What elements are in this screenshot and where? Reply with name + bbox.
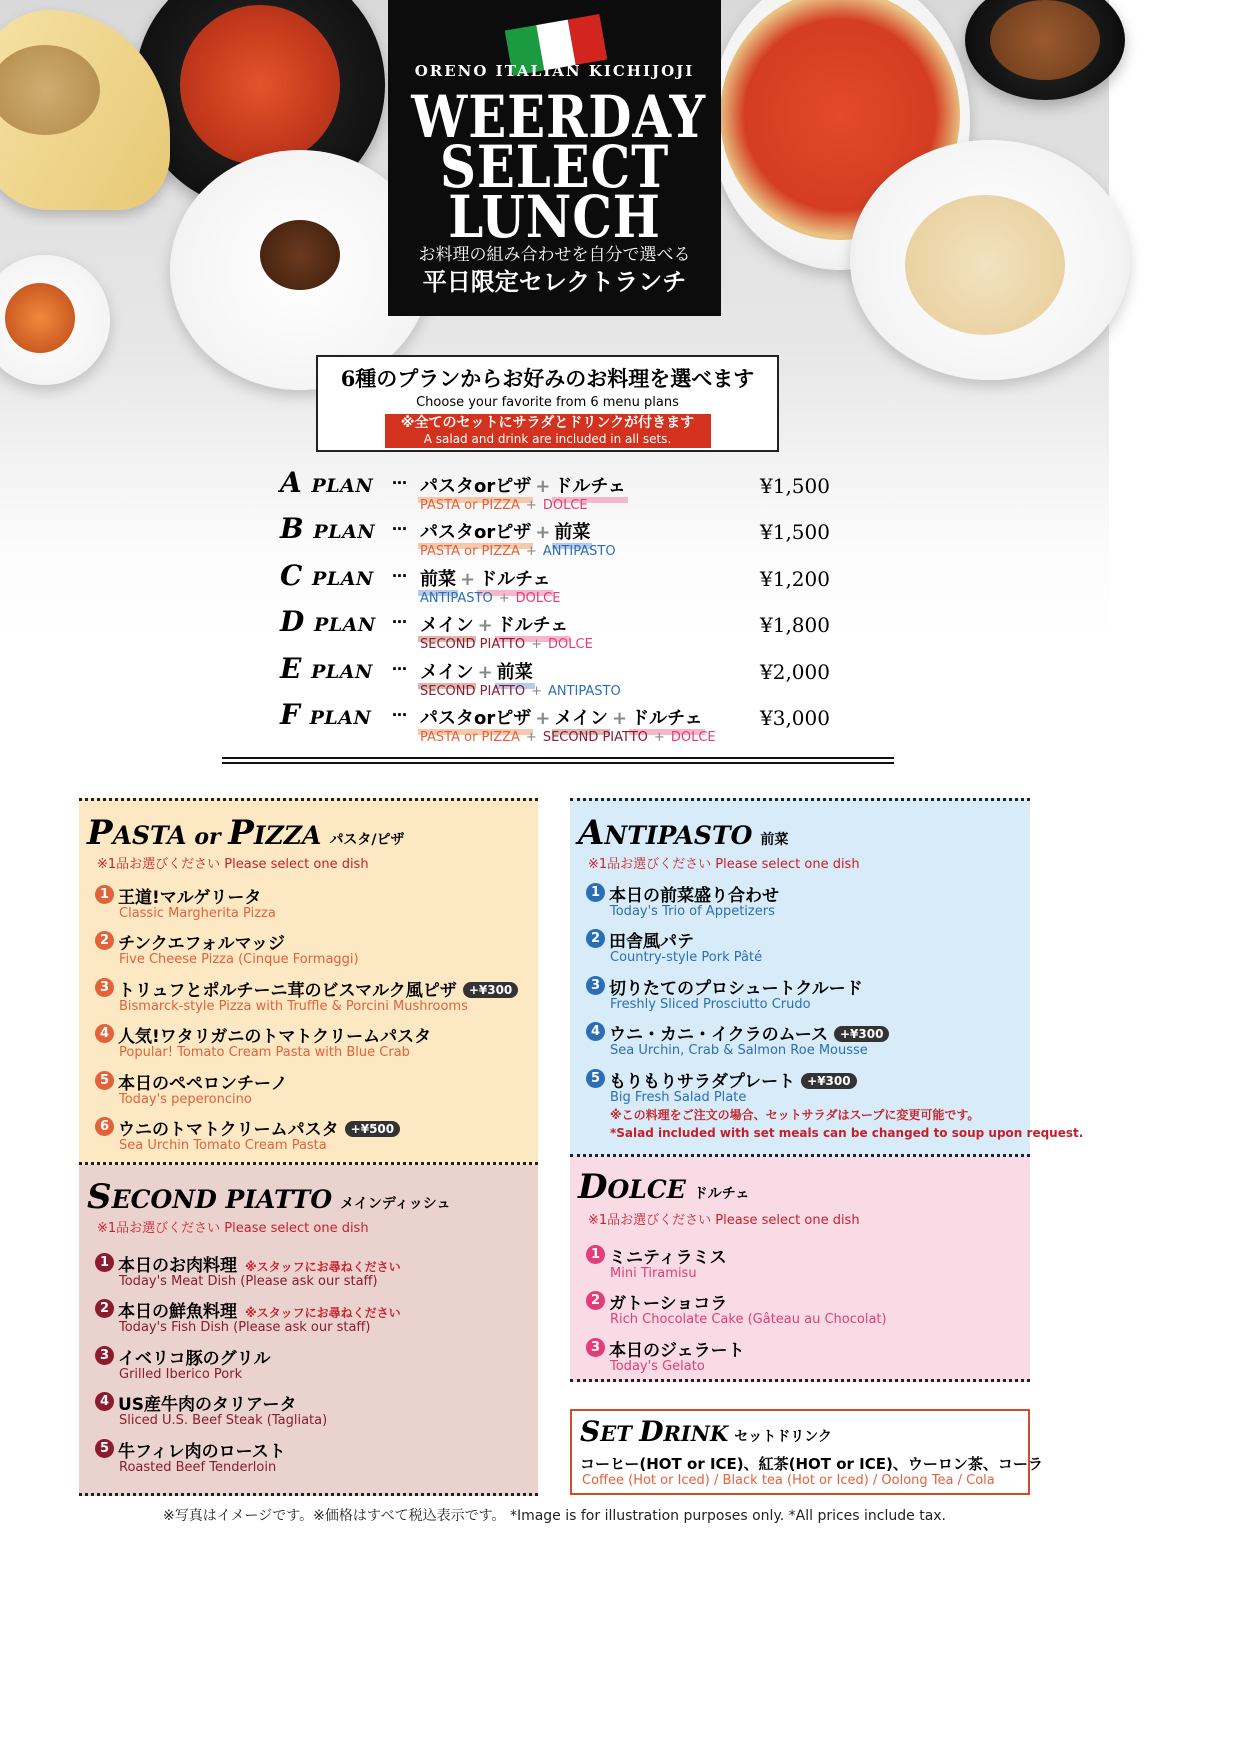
plan-courses-en [420, 730, 716, 745]
title-line-1: WEERDAY [411, 83, 706, 151]
item-name-en: Five Cheese Pizza (Cinque Formaggi) [119, 952, 359, 968]
item-name-jp [609, 974, 863, 999]
item-name-jp-text: ウニ・カニ・イクラのムース [609, 1025, 828, 1046]
item-number-badge: 1 [95, 885, 114, 904]
item-name-en: Mini Tiramisu [610, 1266, 697, 1281]
plan-label [280, 605, 376, 642]
course-en: DOLCE [548, 637, 593, 653]
section-title: DOLCE ドルチェ [578, 1167, 750, 1207]
plan-letter: C [280, 558, 303, 592]
plus-sign: + [531, 683, 542, 699]
plan-courses-en [420, 684, 621, 699]
plan-courses-jp [418, 658, 535, 684]
plan-row [280, 512, 840, 558]
plus-sign: + [535, 707, 551, 729]
item-name-en: Sea Urchin Tomato Cream Pasta [119, 1137, 327, 1153]
plan-word: PLAN [312, 567, 374, 590]
plus-sign: + [525, 544, 537, 560]
plus-sign: + [535, 522, 551, 544]
section-note: ※1品お選びください Please select one dish [588, 1213, 860, 1228]
plan-courses-en [420, 591, 560, 606]
item-name-jp-text: 牛フィレ肉のロースト [118, 1441, 286, 1462]
course-jp: パスタorピザ [418, 522, 533, 549]
plan-letter: B [280, 512, 304, 546]
subtitle-jp: お料理の組み合わせを自分で選べる [418, 245, 691, 265]
plan-dots: … [392, 516, 407, 535]
course-en: ANTIPASTO [548, 683, 621, 699]
ask-staff-note: ※スタッフにお尋ねください [245, 1306, 401, 1321]
item-name-jp-text: チンクエフォルマッジ [118, 934, 285, 955]
item-name-en: Country-style Pork Pâté [610, 950, 763, 966]
footer-note: ※写真はイメージです。※価格はすべて税込表示です。 *Image is for illustration purposes only. *All prices include tax. [162, 1508, 947, 1524]
item-name-jp [118, 1251, 401, 1276]
plan-price: ¥3,000 [760, 705, 830, 730]
item-name-en: Sliced U.S. Beef Steak (Tagliata) [119, 1413, 328, 1429]
bolognese-plate-photo [965, 0, 1125, 100]
course-en: PASTA or PIZZA [420, 729, 520, 745]
subtitle-jp-2: 平日限定セレクトランチ [422, 267, 687, 296]
plus-sign: + [477, 661, 493, 683]
item-name-jp [609, 1067, 857, 1092]
plus-sign: + [535, 476, 551, 497]
item-name-jp-text: US産牛肉のタリアータ [118, 1395, 297, 1416]
substitution-note-jp: ※この料理をご注文の場合、セットサラダはスープに変更可能です。 [610, 1108, 980, 1122]
set-drink-title: SET DRINK セットドリンク [580, 1415, 832, 1448]
plan-letter: D [280, 605, 305, 639]
item-name-jp-text: 本日のジェラート [609, 1340, 745, 1361]
item-name-jp-text: 人気!ワタリガニのトマトクリームパスタ [118, 1027, 432, 1048]
course-en: PASTA or PIZZA [420, 544, 520, 560]
item-name-jp [118, 1022, 431, 1047]
item-name-jp [118, 1115, 400, 1140]
title-line-2: SELECT [439, 133, 670, 201]
course-jp: ドルチェ [495, 615, 570, 642]
plan-word: PLAN [311, 475, 374, 497]
plan-label [280, 698, 371, 735]
plus-sign: + [525, 498, 537, 513]
set-drink-jp: コーヒー(HOT or ICE)、紅茶(HOT or ICE)、ウーロン茶、コーラ [580, 1455, 1043, 1473]
plan-price: ¥1,200 [760, 566, 830, 591]
plan-courses-jp [418, 611, 570, 637]
item-name-en: Popular! Tomato Cream Pasta with Blue Crab [119, 1045, 410, 1061]
surcharge-badge: +¥300 [463, 982, 518, 998]
item-number-badge: 1 [586, 1245, 605, 1264]
plus-sign: + [525, 729, 537, 745]
section-title: ANTIPASTO 前菜 [578, 813, 789, 853]
item-name-jp-text: トリュフとポルチーニ茸のビスマルク風ピザ [118, 980, 457, 1001]
item-number-badge: 5 [95, 1439, 114, 1458]
intro-heading-jp: 6種のプランからお好みのお料理を選べます [340, 366, 755, 391]
item-name-jp [118, 1297, 401, 1322]
second-piatto-section [79, 1165, 538, 1496]
plan-word: PLAN [311, 660, 373, 683]
intro-notice-en: A salad and drink are included in all sets. [423, 432, 672, 446]
item-number-badge: 5 [586, 1069, 605, 1088]
plan-courses-jp [418, 704, 705, 730]
plan-courses-en [420, 544, 616, 559]
item-number-badge: 3 [586, 1338, 605, 1357]
item-number-badge: 3 [95, 1346, 114, 1365]
item-name-jp [118, 883, 261, 908]
item-name-jp [118, 976, 518, 1001]
substitution-note-en: *Salad included with set meals can be changed to soup upon request. [610, 1126, 1084, 1140]
plan-dots: … [392, 562, 407, 581]
item-name-jp-text: 切りたてのプロシュートクルード [609, 978, 863, 999]
item-name-en: Freshly Sliced Prosciutto Crudo [610, 996, 811, 1012]
item-name-en: Sea Urchin, Crab & Salmon Roe Mousse [610, 1043, 868, 1059]
plan-letter: F [280, 697, 300, 731]
set-drink-box [570, 1409, 1043, 1495]
course-en: SECOND PIATTO [420, 637, 526, 653]
item-name-en: Roasted Beef Tenderloin [119, 1459, 277, 1475]
plan-courses-jp [418, 472, 628, 498]
carbonara-plate-photo [850, 140, 1130, 380]
course-jp: メイン [552, 708, 610, 735]
section-title: PASTA or PIZZA パスタ/ピザ [87, 813, 405, 853]
course-en: ANTIPASTO [420, 590, 493, 606]
item-name-jp-text: 本日のお肉料理 [118, 1256, 237, 1276]
section-note: ※1品お選びください Please select one dish [588, 857, 860, 872]
item-name-jp [609, 1243, 727, 1268]
plan-row [280, 652, 840, 698]
plan-dots: … [392, 655, 407, 674]
antipasto-section [570, 798, 1084, 1157]
plan-label [280, 466, 373, 503]
item-number-badge: 4 [95, 1024, 114, 1043]
item-name-jp-text: 本日の前菜盛り合わせ [609, 886, 779, 906]
course-en: DOLCE [515, 590, 561, 606]
plan-price: ¥2,000 [760, 659, 830, 684]
item-name-jp [118, 929, 285, 954]
divider-rule [222, 757, 894, 759]
item-name-jp-text: ガトーショコラ [609, 1294, 728, 1315]
appetizer-plate-photo [0, 255, 110, 385]
plan-label [280, 652, 373, 689]
ask-staff-note: ※スタッフにお尋ねください [245, 1260, 401, 1274]
plan-row [280, 698, 840, 744]
course-jp: メイン [418, 615, 476, 642]
plan-label [280, 559, 374, 596]
set-drink-en: Coffee (Hot or Iced) / Black tea (Hot or Iced) / Oolong Tea / Cola [582, 1473, 995, 1488]
item-name-jp [609, 1336, 745, 1361]
item-name-jp [609, 927, 694, 952]
item-number-badge: 6 [95, 1117, 114, 1136]
course-jp: メイン [418, 662, 476, 689]
item-name-jp-text: 本日のペペロンチーノ [118, 1073, 288, 1094]
intro-box [316, 355, 779, 452]
item-number-badge: 5 [95, 1071, 114, 1090]
plan-word: PLAN [309, 706, 372, 729]
course-jp: 前菜 [552, 522, 592, 549]
title-line-3: LUNCH [448, 183, 661, 251]
course-en: DOLCE [670, 729, 716, 745]
course-jp: ドルチェ [477, 569, 552, 596]
plus-sign: + [460, 568, 476, 590]
plus-sign: + [498, 590, 510, 606]
item-number-badge: 3 [586, 976, 605, 995]
divider-rule [222, 762, 894, 764]
item-name-jp [609, 1020, 889, 1045]
item-number-badge: 3 [95, 978, 114, 997]
item-number-badge: 2 [586, 929, 605, 948]
course-jp: 前菜 [418, 569, 458, 596]
course-en: SECOND PIATTO [420, 683, 526, 699]
plan-label [280, 512, 375, 549]
item-name-jp [118, 1390, 297, 1415]
item-name-jp-text: ミニティラミス [609, 1248, 727, 1268]
course-jp: 前菜 [495, 662, 535, 689]
surcharge-badge: +¥300 [801, 1073, 856, 1089]
plan-price: ¥1,800 [760, 613, 830, 638]
item-name-en: Classic Margherita Pizza [119, 906, 276, 921]
course-en: DOLCE [542, 498, 588, 513]
item-name-jp-text: 田舎風パテ [609, 932, 694, 953]
plan-row [280, 605, 840, 651]
item-name-jp [118, 1069, 288, 1094]
plan-dots: … [392, 609, 407, 628]
surcharge-badge: +¥500 [345, 1121, 400, 1137]
item-name-jp-text: 本日の鮮魚料理 [118, 1302, 237, 1323]
course-jp: パスタorピザ [418, 476, 533, 503]
plan-courses-jp [418, 518, 592, 544]
course-en: SECOND PIATTO [542, 729, 648, 745]
item-name-en: Grilled Iberico Pork [119, 1366, 243, 1382]
plan-courses-jp [418, 565, 553, 591]
item-number-badge: 4 [95, 1392, 114, 1411]
item-number-badge: 2 [586, 1291, 605, 1310]
item-name-en: Today's Fish Dish (Please ask our staff) [119, 1320, 371, 1336]
item-name-jp-text: イベリコ豚のグリル [118, 1348, 271, 1369]
course-en: ANTIPASTO [542, 544, 616, 560]
item-number-badge: 2 [95, 931, 114, 950]
item-name-jp [609, 881, 779, 906]
section-note: ※1品お選びください Please select one dish [97, 1221, 369, 1236]
item-name-jp-text: ウニのトマトクリームパスタ [118, 1119, 339, 1140]
plan-dots: … [392, 701, 407, 720]
title-box [388, 0, 721, 316]
surcharge-badge: +¥300 [834, 1026, 889, 1042]
item-name-en: Today's Meat Dish (Please ask our staff) [119, 1274, 378, 1289]
dolce-section [570, 1157, 1030, 1382]
item-number-badge: 1 [95, 1253, 114, 1272]
plan-price: ¥1,500 [760, 520, 830, 545]
item-name-en: Bismarck-style Pizza with Truffle & Porcini Mushrooms [119, 998, 468, 1014]
course-jp: パスタorピザ [418, 708, 533, 735]
course-jp: ドルチェ [552, 476, 627, 503]
item-number-badge: 1 [586, 883, 605, 902]
plan-row [280, 466, 840, 512]
item-name-en: Today's peperoncino [119, 1091, 252, 1107]
plus-sign: + [653, 729, 665, 745]
brand-name: ORENO ITALIAN KICHIJOJI [414, 62, 695, 80]
intro-notice-jp: ※全てのセットにサラダとドリンクが付きます [400, 415, 695, 431]
course-en: PASTA or PIZZA [420, 498, 520, 513]
plan-courses-en [420, 498, 588, 513]
item-name-en: Today's Trio of Appetizers [610, 904, 775, 919]
item-name-en: Big Fresh Salad Plate [610, 1089, 747, 1105]
item-name-en: Rich Chocolate Cake (Gâteau au Chocolat) [610, 1312, 887, 1328]
plan-dots: … [392, 470, 407, 488]
intro-notice [385, 414, 711, 448]
item-number-badge: 2 [95, 1299, 114, 1318]
section-note: ※1品お選びください Please select one dish [97, 857, 369, 872]
plan-row [280, 559, 840, 605]
item-name-jp [609, 1289, 727, 1314]
section-title: SECOND PIATTO メインディッシュ [87, 1177, 451, 1217]
item-number-badge: 4 [586, 1022, 605, 1041]
item-name-jp-text: もりもりサラダプレート [609, 1071, 796, 1092]
item-name-jp-text: 王道!マルゲリータ [118, 888, 262, 908]
item-name-jp [118, 1437, 286, 1462]
intro-heading-en: Choose your favorite from 6 menu plans [416, 395, 679, 410]
item-name-en: Today's Gelato [610, 1358, 705, 1374]
item-name-jp [118, 1344, 271, 1369]
plan-courses-en [420, 637, 593, 652]
pasta-pizza-section [79, 798, 538, 1165]
plus-sign: + [477, 615, 493, 637]
plan-letter: E [280, 651, 302, 685]
plan-letter: A [280, 466, 302, 499]
plan-list [280, 466, 840, 744]
plus-sign: + [611, 707, 628, 729]
course-jp: ドルチェ [629, 708, 704, 735]
plan-word: PLAN [314, 614, 376, 637]
plan-word: PLAN [313, 521, 376, 544]
plus-sign: + [531, 637, 542, 653]
plan-price: ¥1,500 [760, 474, 830, 498]
